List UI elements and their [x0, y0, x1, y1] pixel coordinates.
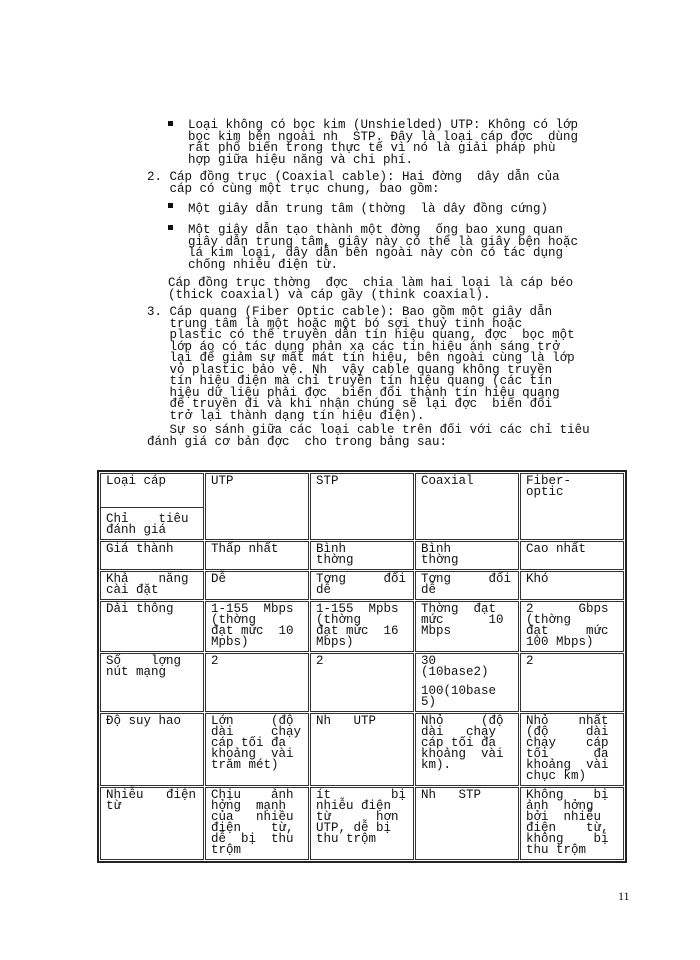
table-cell: 1-155 Mbps (thờng đạt mức 10 Mpbs) [205, 601, 309, 652]
table-row-label: Giá thành [100, 541, 204, 570]
table-cell: Dễ [205, 571, 309, 600]
table-cell: Nhỏ (độ dài chạy cáp tối đa khoảng vài km). [415, 713, 519, 786]
table-cell: 2 [205, 653, 309, 712]
table-row [100, 601, 624, 652]
table-row [100, 787, 624, 860]
bullet [168, 203, 173, 208]
table-row [100, 653, 624, 712]
table-header-cell: STP [310, 473, 414, 540]
table-cell: Khó [520, 571, 624, 600]
paragraph-outer-wire: Một giây dẫn tạo thành một đờng ống bao xung quan giây dẫn trung tâm, giây này có thể là giây bện hoặc lá kim loại, dây dẫn bên ngoài này còn có tác dụng chống nhiễu điện từ. [188, 223, 579, 272]
table-header-cell: Coaxial [415, 473, 519, 540]
table-cell: Thờng đạt mức 10 Mbps [415, 601, 519, 652]
table-cell: Bình thờng [415, 541, 519, 570]
table-cell: Lớn (độ dài chạy cáp tối đa khoảng vài trăm mét) [205, 713, 309, 786]
table-cell: Tơng đối dễ [310, 571, 414, 600]
table-cell: Chịu ảnh hởng mạnh của nhiều điện từ, dễ bị thu trộm [205, 787, 309, 860]
table-row-label: Số lợng nút mạng [100, 653, 204, 712]
table-cell: 1-155 Mpbs (thờng đạt mức 16 Mbps) [310, 601, 414, 652]
table-row [100, 713, 624, 786]
table-header-cell: UTP [205, 473, 309, 540]
table-cell: Tơng đối dễ [415, 571, 519, 600]
bullet [168, 121, 173, 126]
table-cell: Nh STP [415, 787, 519, 860]
table-cell: Nhỏ nhất (độ dài chạy cáp tối đa khoảng vài chục km) [520, 713, 624, 786]
comparison-table [97, 470, 627, 863]
table-row-label: Độ suy hao [100, 713, 204, 786]
paragraph-center-wire: Một giây dẫn trung tâm (thờng là dây đồng cứng) [188, 202, 549, 216]
table-cell: 2 [520, 653, 624, 712]
table-row [100, 571, 624, 600]
paragraph-utp: Loại không có bọc kim (Unshielded) UTP: Không có lớp bọc kim bên ngoài nh STP. Đây là loại cáp đợc dùng rất phổ biến trong thực tế vì nó là giải pháp phù hợp giữa hiệu năng và chi phí. [188, 118, 579, 167]
table-header-label: Loại cáp Chỉ tiêu đánh giá [100, 473, 204, 540]
table-cell: 2 Gbps (thờng đạt mức 100 Mbps) [520, 601, 624, 652]
table-row [100, 473, 624, 540]
paragraph-coaxial-types: Cáp đồng trục thờng đợc chia làm hai loại là cáp béo (thick coaxial) và cáp gầy (think coaxial). [168, 276, 574, 302]
table-cell: Thấp nhất [205, 541, 309, 570]
table-cell: 30 (10base2) 100(10base 5) [415, 653, 519, 712]
table-cell: 2 [310, 653, 414, 712]
table-cell: Nh UTP [310, 713, 414, 786]
paragraph-coaxial-heading: 2. Cáp đồng trục (Coaxial cable): Hai đờng dây dẫn của cáp có cùng một trục chung, bao gồm: [147, 170, 560, 196]
table-row [100, 541, 624, 570]
paragraph-fiber-optic: 3. Cáp quang (Fiber Optic cable): Bao gồm một giây dẫn trung tâm là một hoặc một bó sợi thuỷ tinh hoặc plastic có thể truyền dẫn tín hiệu quang, đợc bọc một lớp áo có tác dụng phản xạ các tín hiệu ánh sáng trở lại để giảm sự mất mát tín hiệu, bên ngoài cùng là lớp vỏ plastic bảo vệ. Nh vậy cable quang không truyền tín hiệu điện mà chỉ truyền tín hiệu quang (các tín hiệu dữ liệu phải đợc biến đổi thành tín hiệu quang để truyền đi và khi nhận chúng sẽ lại đợc biến đổi trở lại thành dạng tín hiệu điện). [147, 305, 575, 423]
table-cell: Cao nhất [520, 541, 624, 570]
table-row-label: Nhiễu điện từ [100, 787, 204, 860]
table-cell: Bình thờng [310, 541, 414, 570]
paragraph-comparison-intro: Sự so sánh giữa các loại cable trên đối với các chỉ tiêu đánh giá cơ bản đợc cho trong bảng sau: [147, 423, 590, 449]
table-row-label: Dải thông [100, 601, 204, 652]
table-row-label: Khả năng cài đặt [100, 571, 204, 600]
table-header-cell: Fiber- optic [520, 473, 624, 540]
bullet [168, 225, 173, 230]
table-cell: ít bị nhiễu điện từ hơn UTP, dễ bị thu trộm [310, 787, 414, 860]
table-cell: Không bị ảnh hởng bởi nhiễu điện từ, không bị thu trộm [520, 787, 624, 860]
page-number: 11 [618, 889, 630, 903]
